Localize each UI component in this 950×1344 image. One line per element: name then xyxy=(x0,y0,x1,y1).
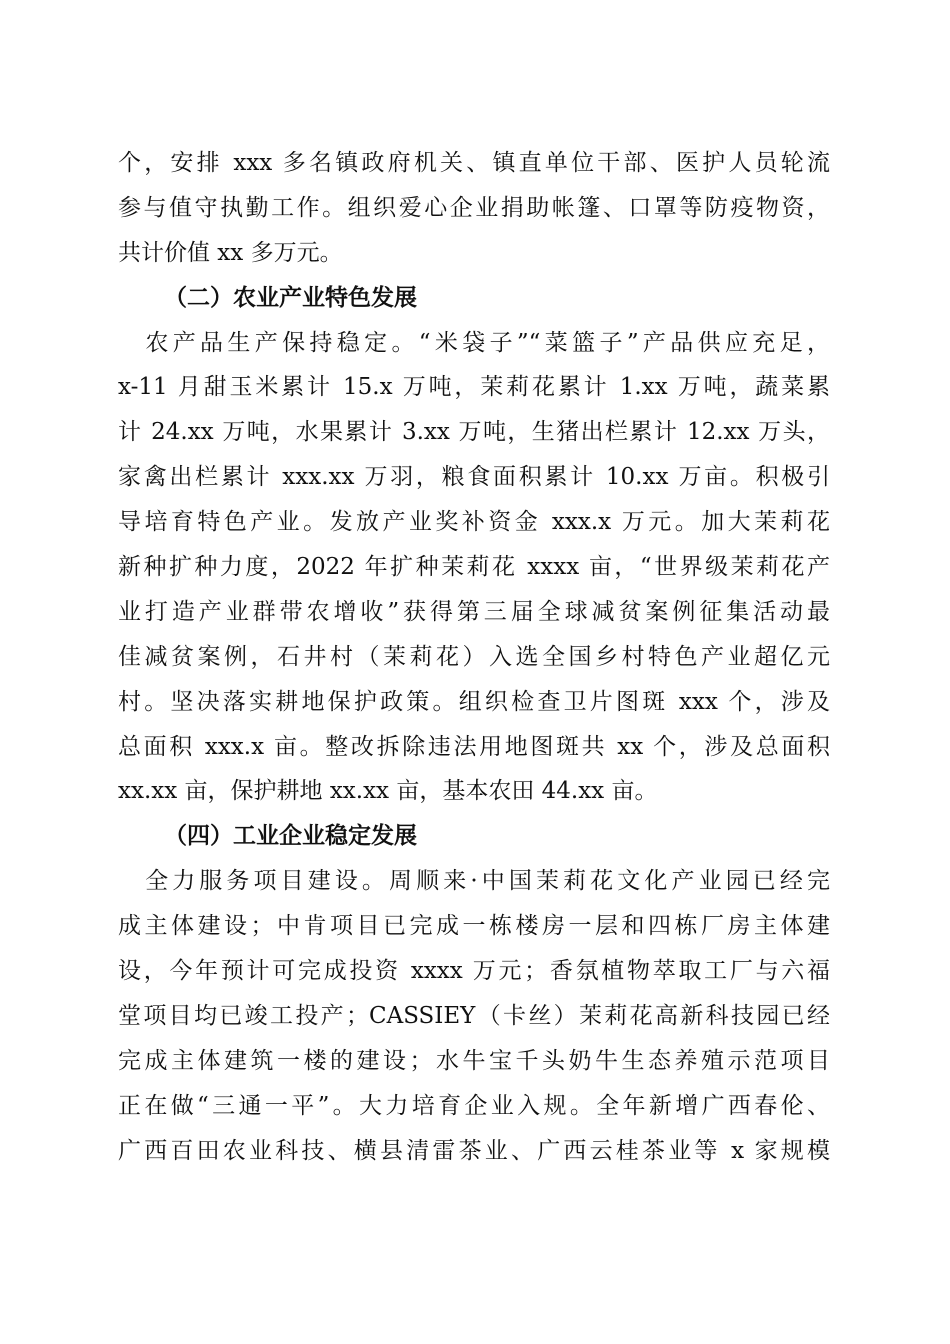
text-line: 完成主体建筑一楼的建设；水牛宝千头奶牛生态养殖示范项目 xyxy=(118,1047,830,1074)
text-line: xx.xx 亩，保护耕地 xx.xx 亩，基本农田 44.xx 亩。 xyxy=(118,778,658,805)
section-heading-industry: （四）工业企业稳定发展 xyxy=(164,822,417,850)
text-line: 堂项目均已竣工投产；CASSIEY（卡丝）茉莉花高新科技园已经 xyxy=(118,1002,830,1029)
text-line: 个，安排 xxx 多名镇政府机关、镇直单位干部、医护人员轮流 xyxy=(118,150,830,176)
text-line: 正在做“三通一平”。大力培育企业入规。全年新增广西春伦、 xyxy=(118,1092,830,1119)
paragraph-epidemic-duty xyxy=(118,141,830,276)
text-line: 成主体建设；中肯项目已完成一栋楼房一层和四栋厂房主体建 xyxy=(118,913,830,940)
text-line: 家禽出栏累计 xxx.xx 万羽，粮食面积累计 10.xx 万亩。积极引 xyxy=(118,464,830,491)
text-line: 佳减贫案例，石井村（茉莉花）入选全国乡村特色产业超亿元 xyxy=(118,643,830,670)
text-line: 导培育特色产业。发放产业奖补资金 xxx.x 万元。加大茉莉花 xyxy=(118,509,830,536)
paragraph-industry xyxy=(118,859,830,1173)
text-line: 村。坚决落实耕地保护政策。组织检查卫片图斑 xxx 个，涉及 xyxy=(118,688,830,715)
text-line: 广西百田农业科技、横县清雷茶业、广西云桂茶业等 x 家规模 xyxy=(118,1137,830,1164)
text-line: 新种扩种力度，2022 年扩种茉莉花 xxxx 亩，“世界级茉莉花产 xyxy=(118,554,830,581)
paragraph-agriculture xyxy=(118,321,830,815)
text-line: 设，今年预计可完成投资 xxxx 万元；香氛植物萃取工厂与六福 xyxy=(118,958,830,985)
text-line: 计 24.xx 万吨，水果累计 3.xx 万吨，生猪出栏累计 12.xx 万头， xyxy=(118,419,830,446)
text-line: 参与值守执勤工作。组织爱心企业捐助帐篷、口罩等防疫物资， xyxy=(118,194,830,221)
text-line: x-11 月甜玉米累计 15.x 万吨，茉莉花累计 1.xx 万吨，蔬菜累 xyxy=(118,374,830,401)
text-line: 农产品生产保持稳定。“米袋子”“菜篮子”产品供应充足， xyxy=(118,329,830,356)
text-line: 共计价值 xx 多万元。 xyxy=(118,239,343,266)
text-line: 业打造产业群带农增收”获得第三届全球减贫案例征集活动最 xyxy=(118,598,830,625)
text-line: 全力服务项目建设。周顺来·中国茉莉花文化产业园已经完 xyxy=(118,868,830,895)
text-line: 总面积 xxx.x 亩。整改拆除违法用地图斑共 xx 个，涉及总面积 xyxy=(118,733,830,760)
document-body xyxy=(118,141,830,1173)
section-heading-agriculture: （二）农业产业特色发展 xyxy=(164,283,417,311)
